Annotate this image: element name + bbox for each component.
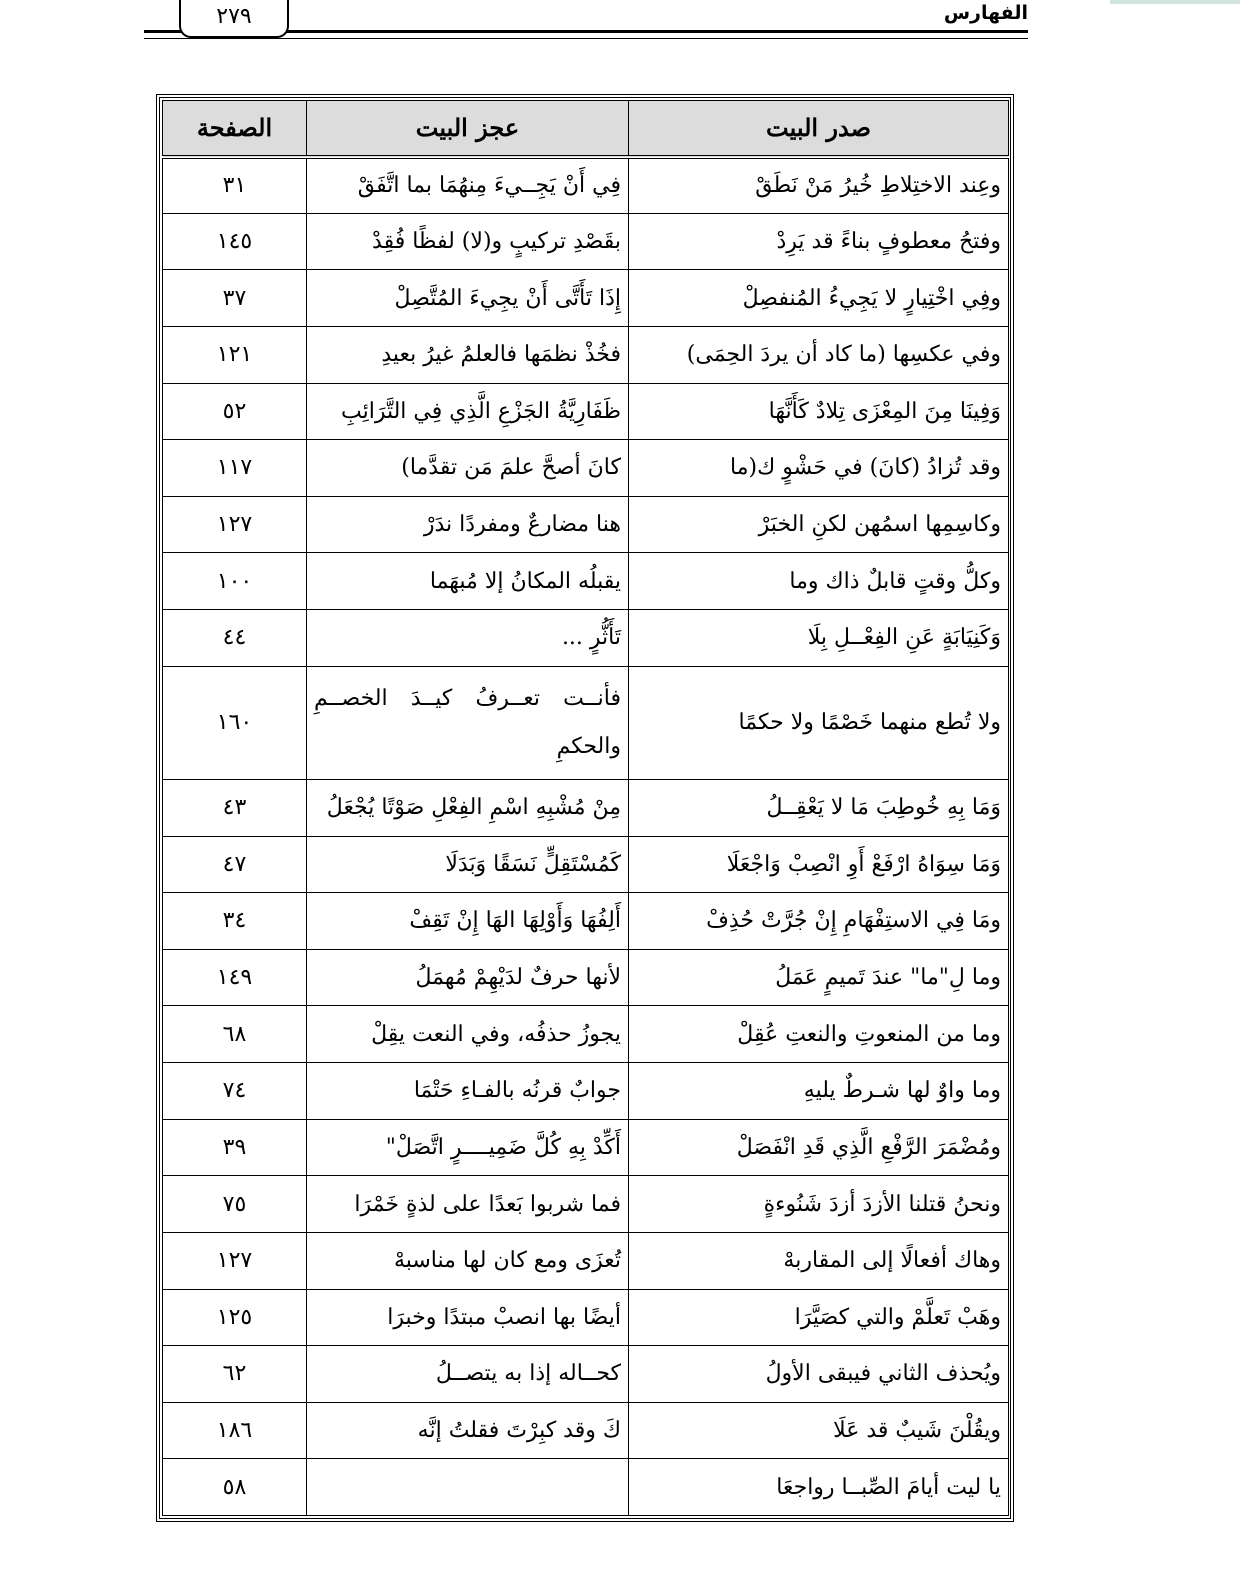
table-row	[163, 270, 1009, 327]
verse-end-cell: تَأَثُّرٍ ...	[307, 610, 629, 667]
page-number-cell: ٤٧	[163, 836, 307, 893]
corner-color-mark	[1110, 0, 1240, 4]
verse-index-table-frame	[156, 94, 1014, 1522]
verse-start-cell: وهَبْ تَعلَّمْ والتي كصَيَّرَا	[629, 1289, 1009, 1346]
verse-start-cell: وكلُّ وقتٍ قابلٌ ذاك وما	[629, 553, 1009, 610]
table-row	[163, 1063, 1009, 1120]
table-row	[163, 383, 1009, 440]
verse-start-cell: وفِي اخْتِيارٍ لا يَجِيءُ المُنفصِلْ	[629, 270, 1009, 327]
verse-start-cell: وكاسِمِها اسمُهن لكنِ الخبَرْ	[629, 496, 1009, 553]
verse-end-cell: كَ وقد كبِرْتَ فقلتُ إنَّه	[307, 1402, 629, 1459]
page-number-cell: ٤٣	[163, 779, 307, 836]
verse-end-cell: تُعزَى ومع كان لها مناسبهْ	[307, 1232, 629, 1289]
table-row	[163, 1346, 1009, 1403]
verse-start-cell: ولا تُطع منهما خَصْمًا ولا حكمًا	[629, 666, 1009, 779]
page-number-cell: ٣١	[163, 157, 307, 214]
verse-end-cell: كَمُسْتَقِلٍّ نَسَقًا وَبَدَلَا	[307, 836, 629, 893]
verse-start-cell: وما لِ"ما" عندَ تَميمٍ عَمَلُ	[629, 949, 1009, 1006]
table-row	[163, 666, 1009, 779]
page-number-cell: ٥٢	[163, 383, 307, 440]
column-header-page: الصفحة	[163, 101, 307, 157]
verse-end-cell: لأنها حرفٌ لدَيْهِمْ مُهمَلُ	[307, 949, 629, 1006]
page-number-cell: ١٨٦	[163, 1402, 307, 1459]
verse-end-cell: فخُذْ نظمَها فالعلمُ غيرُ بعيدِ	[307, 326, 629, 383]
page-number-cell: ٣٩	[163, 1119, 307, 1176]
page-number-cell: ١٦٠	[163, 666, 307, 779]
verse-end-cell: أَكِّدْ بِهِ كُلَّ ضَمِيــــرٍ اتَّصَلْ"	[307, 1119, 629, 1176]
header-rule-thin	[144, 38, 1028, 39]
verse-start-cell: وما من المنعوتِ والنعتِ عُقِلْ	[629, 1006, 1009, 1063]
verse-end-cell: يقبلُه المكانُ إلا مُبهَما	[307, 553, 629, 610]
verse-start-cell: وفتحُ معطوفٍ بناءً قد يَرِدْ	[629, 213, 1009, 270]
page-number-cell: ١٢٥	[163, 1289, 307, 1346]
page-number-cell: ١١٧	[163, 440, 307, 497]
page-number-cell: ٣٤	[163, 893, 307, 950]
verse-end-cell: بقَصْدِ تركيبٍ و(لا) لفظًا فُقِدْ	[307, 213, 629, 270]
verse-start-cell: وَفِينَا مِنَ المِعْزَى تِلادٌ كَأَنَّهَا	[629, 383, 1009, 440]
column-header-verse-end: عجز البيت	[307, 101, 629, 157]
page-number-cell: ٦٢	[163, 1346, 307, 1403]
verse-start-cell: وَكَنِيَابَةٍ عَنِ الفِعْــلِ بِلَا	[629, 610, 1009, 667]
page-number: ٢٧٩	[179, 0, 289, 38]
verse-start-cell: وقد تُزادُ (كانَ) في حَشْوٍ ك(ما	[629, 440, 1009, 497]
table-row	[163, 496, 1009, 553]
table-header-row	[163, 101, 1009, 157]
page-number-cell: ١٠٠	[163, 553, 307, 610]
page-number-cell: ٦٨	[163, 1006, 307, 1063]
verse-end-cell: كانَ أصحَّ علمَ مَن تقدَّما)	[307, 440, 629, 497]
page-number-cell: ٤٤	[163, 610, 307, 667]
table-row	[163, 610, 1009, 667]
table-row	[163, 553, 1009, 610]
verse-index-table	[162, 100, 1009, 1516]
verse-end-cell: أيضًا بها انصبْ مبتدًا وخبرَا	[307, 1289, 629, 1346]
verse-start-cell: ونحنُ قتلنا الأزدَ أزدَ شَنُوءةٍ	[629, 1176, 1009, 1233]
table-row	[163, 1119, 1009, 1176]
verse-start-cell: وفي عكسِها (ما كاد أن يردَ الحِمَى)	[629, 326, 1009, 383]
verse-start-cell: وهاك أفعالًا إلى المقاربهْ	[629, 1232, 1009, 1289]
verse-end-cell: مِنْ مُشْبِهِ اسْمِ الفِعْلِ صَوْتًا يُجْعَلُ	[307, 779, 629, 836]
verse-start-cell: ومُضْمَرَ الرَّفْعِ الَّذِي قَدِ انْفَصَلْ	[629, 1119, 1009, 1176]
page-number-cell: ١٤٥	[163, 213, 307, 270]
table-row	[163, 440, 1009, 497]
verse-end-cell	[307, 1459, 629, 1516]
table-row	[163, 779, 1009, 836]
verse-start-cell: ويُحذف الثاني فيبقى الأولُ	[629, 1346, 1009, 1403]
table-row	[163, 1289, 1009, 1346]
table-row	[163, 1459, 1009, 1516]
table-row	[163, 836, 1009, 893]
column-header-verse-start: صدر البيت	[629, 101, 1009, 157]
page-number-cell: ٥٨	[163, 1459, 307, 1516]
verse-end-cell: فأنــت تعــرفُ كيــدَ الخصــمِ والحكمِ	[307, 666, 629, 779]
table-row	[163, 1232, 1009, 1289]
page-number-cell: ١٤٩	[163, 949, 307, 1006]
verse-start-cell: وعِند الاختِلاطِ خُيرُ مَنْ نَطَقْ	[629, 157, 1009, 214]
verse-end-cell: ظَفَارِيَّةُ الجَزْعِ الَّذِي فِي التَّرَائِبِ	[307, 383, 629, 440]
table-row	[163, 1176, 1009, 1233]
table-row	[163, 893, 1009, 950]
table-row	[163, 213, 1009, 270]
page-number-cell: ٧٤	[163, 1063, 307, 1120]
verse-end-cell: أَلِفُهَا وَأَوْلِهَا الهَا إِنْ تَقِفْ	[307, 893, 629, 950]
verse-end-cell: إِذَا تَأَتَّى أَنْ يجِيءَ المُتَّصِلْ	[307, 270, 629, 327]
verse-end-cell: فِي أَنْ يَجِــيءَ مِنهُمَا بما اتَّفَقْ	[307, 157, 629, 214]
table-row	[163, 157, 1009, 214]
verse-end-cell: فما شربوا بَعدًا على لذةٍ خَمْرَا	[307, 1176, 629, 1233]
table-row	[163, 1006, 1009, 1063]
verse-end-cell: جوابٌ قرنُه بالفـاءِ حَتْمَا	[307, 1063, 629, 1120]
verse-start-cell: وَمَا سِوَاهُ ارْفَعْ أَوِ انْصِبْ وَاجْعَلَا	[629, 836, 1009, 893]
verse-start-cell: وما واوٌ لها شـرطٌ يليهِ	[629, 1063, 1009, 1120]
verse-end-cell: كحــاله إذا به يتصــلُ	[307, 1346, 629, 1403]
table-row	[163, 949, 1009, 1006]
verse-start-cell: ومَا فِي الاستِفْهَامِ إِنْ جُرَّتْ حُذِفْ	[629, 893, 1009, 950]
page-number-cell: ١٢٧	[163, 496, 307, 553]
page-number-cell: ١٢١	[163, 326, 307, 383]
verse-start-cell: ويقُلْنَ شَيبٌ قد عَلَا	[629, 1402, 1009, 1459]
page-number-cell: ١٢٧	[163, 1232, 307, 1289]
verse-start-cell: وَمَا بِهِ خُوطِبَ مَا لا يَعْقِــلُ	[629, 779, 1009, 836]
verse-end-cell: هنا مضارعٌ ومفردًا ندَرْ	[307, 496, 629, 553]
table-row	[163, 326, 1009, 383]
header-title: الفهارس	[943, 2, 1028, 24]
table-row	[163, 1402, 1009, 1459]
page-number-cell: ٧٥	[163, 1176, 307, 1233]
verse-end-cell: يجوزُ حذفُه، وفي النعت يقِلْ	[307, 1006, 629, 1063]
page-number-cell: ٣٧	[163, 270, 307, 327]
verse-start-cell: يا ليت أيامَ الصِّبــا رواجعَا	[629, 1459, 1009, 1516]
